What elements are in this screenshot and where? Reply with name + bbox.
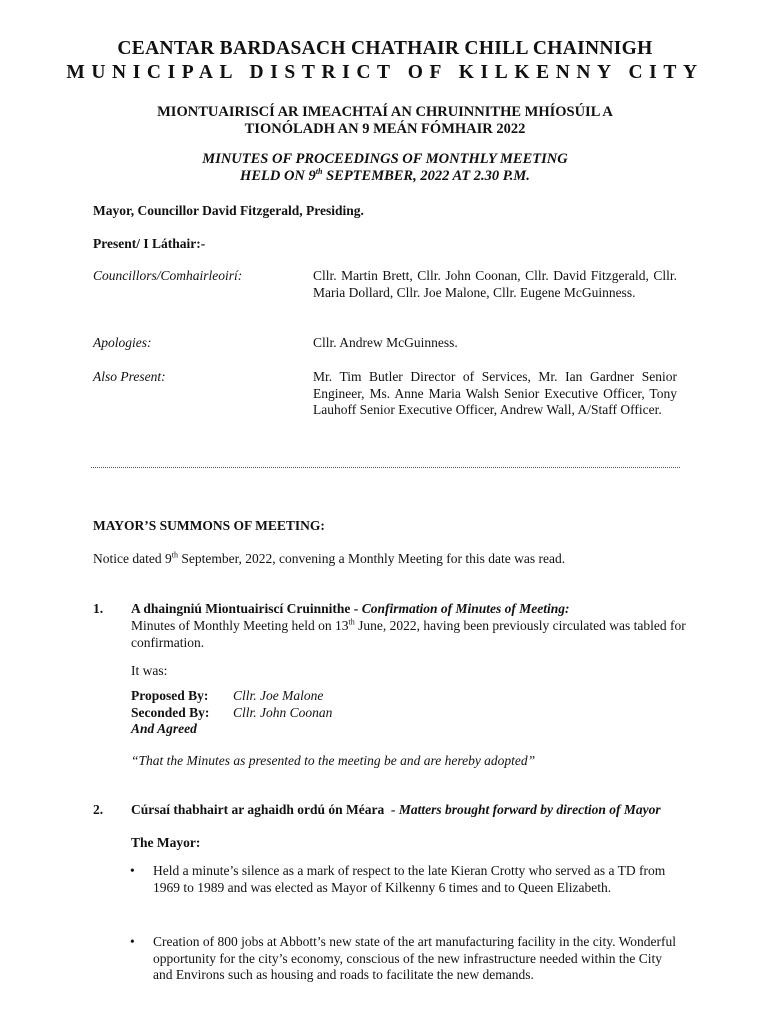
apologies-value: Cllr. Andrew McGuinness. <box>313 335 458 350</box>
irish-subtitle-line1: MIONTUAIRISCÍ AR IMEACHTAÍ AN CHRUINNITHE MHÍOSÚIL A <box>157 104 613 120</box>
item1-it-was: It was: <box>131 663 168 678</box>
apologies-label: Apologies: <box>93 335 152 350</box>
mayor-bullet-item: Creation of 800 jobs at Abbott’s new state of the art manufacturing facility in the city. Wonderful opportunity for the city’s economy, conscious of the new infrastructure needed within the City and Environs such as housing and roads to facilitate the new demands. <box>153 934 677 982</box>
irish-title: CEANTAR BARDASACH CHATHAIR CHILL CHAINNIGH <box>117 38 653 59</box>
also-present-label: Also Present: <box>93 369 166 384</box>
mayor-bullet-item: Held a minute’s silence as a mark of respect to the late Kieran Crotty who served as a TD from 1969 to 1989 and was elected as Mayor of Kilkenny 6 times and to Queen Elizabeth. <box>153 863 666 895</box>
item1-title: A dhaingniú Miontuairiscí Cruinnithe - Confirmation of Minutes of Meeting: <box>131 601 570 616</box>
seconded-value: Cllr. John Coonan <box>233 705 333 720</box>
summons-text: Notice dated 9th September, 2022, convening a Monthly Meeting for this date was read. <box>93 550 566 566</box>
english-subtitle-line1: MINUTES OF PROCEEDINGS OF MONTHLY MEETING <box>202 151 568 167</box>
dotted-divider <box>91 467 680 468</box>
item1-resolution: “That the Minutes as presented to the meeting be and are hereby adopted” <box>131 753 536 768</box>
english-title: MUNICIPAL DISTRICT OF KILKENNY CITY <box>66 62 704 83</box>
proposed-value: Cllr. Joe Malone <box>233 688 324 703</box>
councillors-label: Councillors/Comhairleoirí: <box>93 268 243 283</box>
bullet-icon: • <box>130 934 135 949</box>
english-subtitle-line2: HELD ON 9th SEPTEMBER, 2022 AT 2.30 P.M. <box>240 167 530 184</box>
councillors-value: Cllr. Martin Brett, Cllr. John Coonan, Cllr. David Fitzgerald, Cllr. Maria Dollard, Cllr. Joe Malone, Cllr. Eugene McGuinness. <box>313 268 677 300</box>
proposed-label: Proposed By: <box>131 688 209 703</box>
also-present-value: Mr. Tim Butler Director of Services, Mr. Ian Gardner Senior Engineer, Ms. Anne Maria Walsh Senior Executive Officer, Tony Lauhoff Senior Executive Officer, Andrew Wall, A/Staff Officer. <box>313 369 677 417</box>
mayor-heading: The Mayor: <box>131 835 201 850</box>
item2-number: 2. <box>93 802 104 817</box>
english-subtitle <box>0 151 770 185</box>
seconded-label: Seconded By: <box>131 705 210 720</box>
bullet-icon: • <box>130 863 135 878</box>
and-agreed: And Agreed <box>131 721 197 736</box>
summons-heading: MAYOR’S SUMMONS OF MEETING: <box>93 518 325 533</box>
item2-title: Cúrsaí thabhairt ar aghaidh ordú ón Méara - Matters brought forward by direction of Mayor <box>131 802 661 817</box>
irish-subtitle-line2: TIONÓLADH AN 9 MEÁN FÓMHAIR 2022 <box>244 121 526 137</box>
item1-number: 1. <box>93 601 104 616</box>
item1-body: Minutes of Monthly Meeting held on 13th June, 2022, having been previously circulated was tabled for confirmation. <box>131 617 686 650</box>
present-label: Present/ I Láthair:- <box>93 236 206 251</box>
irish-subtitle <box>0 104 770 138</box>
presiding-line: Mayor, Councillor David Fitzgerald, Presiding. <box>93 203 364 218</box>
